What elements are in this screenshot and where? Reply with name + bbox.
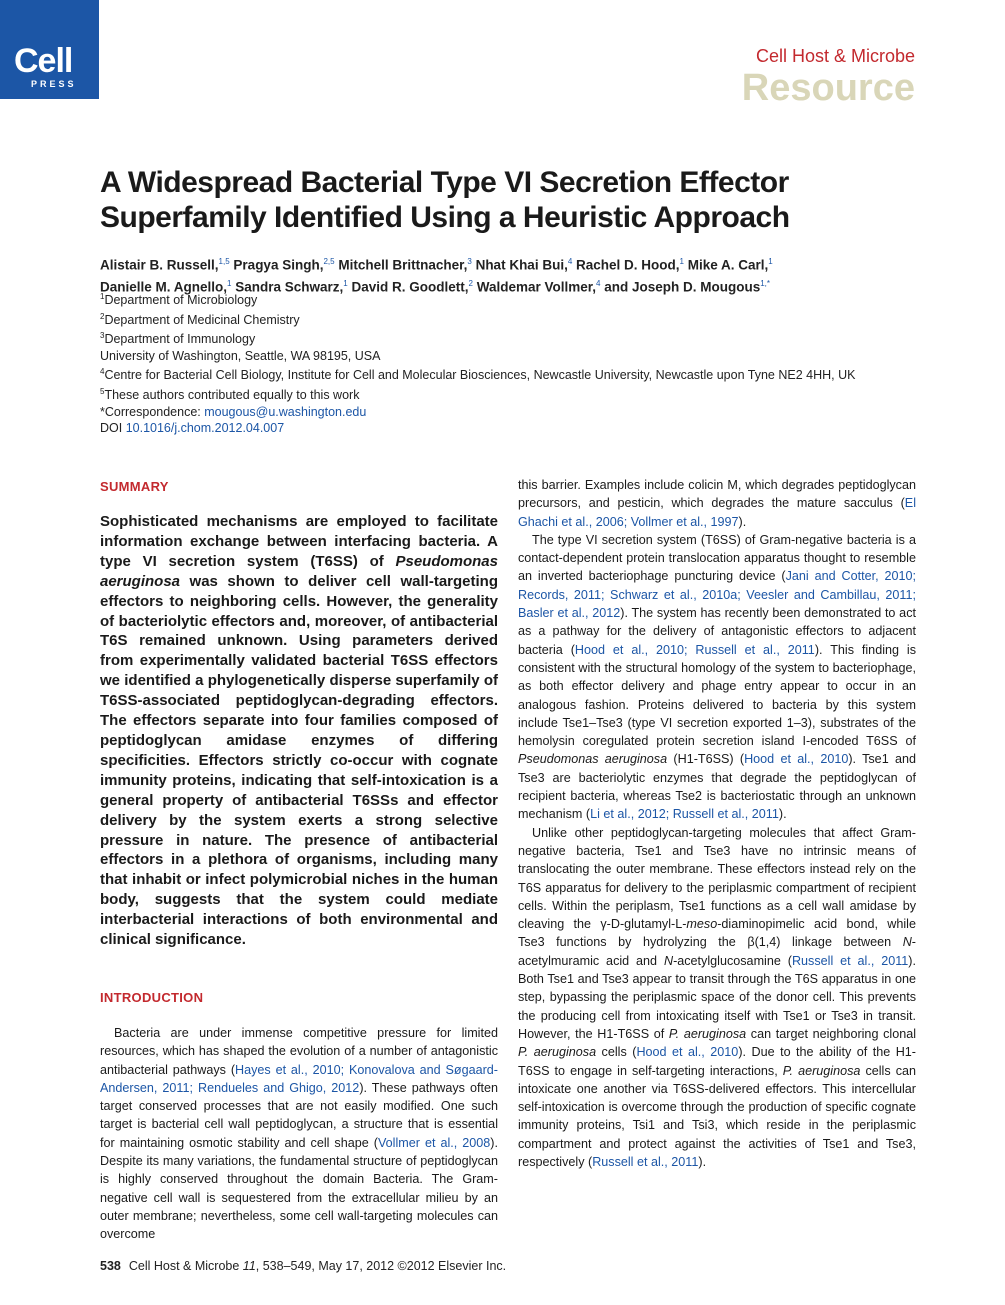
title-line-2: Superfamily Identified Using a Heuristic Approach (100, 201, 790, 234)
italic-term: meso (686, 917, 718, 932)
doi-label: DOI (100, 421, 126, 436)
affiliation-item (100, 328, 930, 348)
citation-link[interactable]: Russell et al., 2011 (791, 953, 909, 968)
correspondence-email-link[interactable]: mougous@u.washington.edu (204, 404, 367, 419)
author-affil-mark: 1 (768, 257, 773, 266)
author-name: Alistair B. Russell, (100, 257, 219, 273)
author-name: Rachel D. Hood, (572, 257, 680, 273)
citation-link[interactable]: Hood et al., 2010; Russell et al., 2011 (574, 642, 815, 657)
intro-right-column (518, 476, 916, 1171)
species-name: Pseudomonas aeruginosa (100, 552, 498, 590)
italic-term: Pseudomonas aeruginosa (518, 752, 668, 767)
author-name: Sandra Schwarz, (231, 279, 344, 294)
affiliation-mark: 1 (100, 292, 105, 301)
affiliation-item (100, 364, 930, 384)
affiliation-text: Department of Microbiology (104, 293, 258, 308)
author-name: and Joseph D. Mougous (600, 279, 761, 294)
intro-paragraph-1: Bacteria are under immense competitive pressure for limited resources, which has shaped the evolution of a number of antagonistic antibacterial pathways (Hayes et al., 2010; Konovalova and Søgaard-Andersen, 2011; Rendueles and Ghigo, 2012). These pathways often target conserved processes that are not easily modified. One such target is bacterial cell wall peptidoglycan, a structure that is essential for maintaining osmotic stability and cell shape (Vollmer et al., 2008). Despite its many variations, the fundamental structure of peptidoglycan is highly conserved throughout the domain Bacteria. The Gram-negative cell wall is sequestered from the extracellular milieu by an outer membrane; nevertheless, some cell wall-targeting molecules can overcome (100, 1026, 498, 1242)
intro-paragraph-3: Unlike other peptidoglycan-targeting molecules that affect Gram-negative bacteria, Tse1 and Tse3 have no intrinsic means of translocating the outer membrane. These effectors instead rely on the T6S apparatus for delivery to the periplasmic compartment of recipient cells. Within the periplasm, Tse1 functions as a cell wall amidase by cleaving the γ-D-glutamyl-L-meso-diaminopimelic acid bond, while Tse3 functions by hydrolyzing the β(1,4) linkage between N-acetylmuramic acid and N-acetylglucosamine (Russell et al., 2011). Both Tse1 and Tse3 appear to transit through the T6S apparatus in one step, bypassing the periplasmic space of the donor cell. This prevents the producing cell from intoxicating itself with Tse1 or Tse3 in transit. However, the H1-T6SS of P. aeruginosa can target neighboring clonal P. aeruginosa cells (Hood et al., 2010). Due to the ability of the H1-T6SS to engage in self-targeting interactions, P. aeruginosa cells can intoxicate one another via T6SS-delivered effectors. This intercellular self-intoxication is overcome through the production of specific cognate immunity proteins, Tsi1 and Tsi3, which reside in the periplasmic compartment and protect against the activities of Tse1 and Tse3, respectively (Russell et al., 2011). (518, 825, 917, 1169)
author-affil-mark: 4 (567, 257, 573, 266)
affiliation-text: These authors contributed equally to this work (104, 388, 360, 403)
italic-term: N (902, 935, 912, 950)
author-name: David R. Goodlett, (347, 279, 469, 294)
author-affil-mark: 3 (467, 257, 472, 266)
article-type: Resource (741, 67, 915, 109)
page-number: 538 (100, 1259, 121, 1273)
italic-term: P. aeruginosa (668, 1026, 747, 1041)
author-affil-mark: 1 (227, 278, 232, 288)
affiliation-mark: 2 (100, 311, 105, 321)
author-name: Waldemar Vollmer, (472, 279, 596, 294)
affiliation-item (100, 384, 930, 404)
author-affil-mark: 1 (679, 257, 684, 266)
author-line-1 (100, 253, 930, 275)
italic-term: N (663, 953, 674, 968)
logo-press-text: PRESS (31, 79, 77, 89)
correspondence (100, 404, 930, 421)
citation-link[interactable]: El Ghachi et al., 2006; Vollmer et al., 1997 (518, 496, 916, 529)
citation-link[interactable]: Hayes et al., 2010; Konovalova and Søgaard-Andersen, 2011; Rendueles and Ghigo, 2012 (100, 1062, 498, 1095)
doi (100, 420, 930, 437)
footer-journal: Cell Host & Microbe (128, 1259, 243, 1273)
correspondence-label: *Correspondence: (100, 404, 205, 419)
cell-press-logo (0, 0, 99, 99)
citation-link[interactable]: Jani and Cotter, 2010; Records, 2011; Schwarz et al., 2010a; Veesler and Cambillau, 2011; Basler et al., 2012 (518, 569, 916, 621)
footer-volume: 11 (242, 1259, 256, 1273)
citation-link[interactable]: Vollmer et al., 2008 (377, 1135, 491, 1150)
author-name: Nhat Khai Bui, (471, 257, 568, 273)
author-affil-mark: 4 (596, 278, 601, 288)
citation-link[interactable]: Russell et al., 2011 (592, 1154, 699, 1169)
author-affil-mark: 1,* (760, 278, 771, 288)
italic-term: P. aeruginosa (782, 1063, 861, 1078)
introduction-heading: INTRODUCTION (100, 990, 204, 1005)
intro-paragraph-1-cont: this barrier. Examples include colicin M, which degrades peptidoglycan precursors, and pesticin, which degrades the mature sacculus (El Ghachi et al., 2006; Vollmer et al., 1997). (518, 478, 916, 529)
citation-link[interactable]: Hood et al., 2010 (636, 1045, 739, 1060)
author-affil-mark: 1 (343, 278, 348, 288)
author-name: Pragya Singh, (229, 257, 324, 273)
journal-header (742, 46, 915, 108)
citation-link[interactable]: Hood et al., 2010 (744, 752, 849, 767)
affiliation-mark: 3 (100, 331, 105, 341)
journal-name: Cell Host & Microbe (755, 46, 915, 66)
doi-link[interactable]: 10.1016/j.chom.2012.04.007 (125, 421, 285, 436)
intro-left-column (100, 1024, 498, 1244)
author-name: Danielle M. Agnello, (100, 279, 228, 294)
title-line-1: A Widespread Bacterial Type VI Secretion Effector (100, 166, 789, 199)
intro-paragraph-2: The type VI secretion system (T6SS) of Gram-negative bacteria is a contact-dependent protein translocation apparatus thought to resemble an inverted bacteriophage puncturing device (Jani and Cotter, 2010; Records, 2011; Schwarz et al., 2010a; Veesler and Cambillau, 2011; Basler et al., 2012). The system has recently been demonstrated to act as a pathway for the delivery of antagonistic effectors to adjacent bacteria (Hood et al., 2010; Russell et al., 2011). This finding is consistent with the structural homology of the system to bacteriophage, as both effector delivery and phage entry appear to occur in an analogous fashion. Proteins delivered to bacteria by this system include Tse1–Tse3 (type VI secretion exported 1–3), substrates of the hemolysin coregulated protein secretion island I-encoded T6SS of Pseudomonas aeruginosa (H1-T6SS) (Hood et al., 2010). Tse1 and Tse3 are bacteriolytic enzymes that degrade the peptidoglycan of recipient bacteria, whereas Tse2 is bacteriostatic through an unknown mechanism (Li et al., 2012; Russell et al., 2011). (518, 532, 916, 822)
article-title (100, 165, 920, 235)
affiliation-text: Department of Immunology (104, 332, 256, 347)
summary-text: Sophisticated mechanisms are employed to facilitate information exchange between interfacing bacteria. A type VI secretion system (T6SS) of Pseudomonas aeruginosa was shown to deliver cell wall-targeting effectors to neighboring cells. However, the generality of bacteriolytic effectors and, moreover, of antibacterial T6S remained unknown. Using parameters derived from experimentally validated bacterial T6SS effectors we identified a phylogenetically disperse superfamily of T6SS-associated peptidoglycan-degrading effectors. The effectors separate into four families composed of peptidoglycan amidase enzymes of differing specificities. Effectors strictly co-occur with cognate immunity proteins, indicating that self-intoxication is a general property of antibacterial T6SSs and effector delivery by the system exerts a strong selective pressure in nature. The presence of antibacterial effectors in a plethora of organisms, including many that inhabit or infect polymicrobial niches in the human body, suggests that the system could mediate interbacterial interactions of both environmental and clinical significance. (100, 513, 498, 949)
affiliation-mark: 4 (100, 367, 105, 377)
affiliations (100, 289, 930, 437)
author-name: Mitchell Brittnacher, (334, 257, 468, 273)
affiliation-text: Centre for Bacterial Cell Biology, Institute for Cell and Molecular Biosciences, Newcastle University, Newcastle upon Tyne NE2 4HH, UK (104, 368, 856, 383)
affiliation-item (100, 309, 930, 329)
affiliation-mark: 5 (100, 387, 105, 397)
affiliation-list (100, 289, 930, 404)
affiliation-text: Department of Medicinal Chemistry (104, 312, 300, 327)
page-footer (100, 1259, 506, 1273)
author-affil-mark: 1,5 (218, 257, 230, 266)
affiliation-text: University of Washington, Seattle, WA 98195, USA (100, 348, 381, 363)
author-affil-mark: 2 (468, 278, 473, 288)
author-affil-mark: 2,5 (323, 257, 335, 266)
affiliation-item (100, 348, 930, 365)
italic-term: P. aeruginosa (518, 1045, 597, 1060)
citation-link[interactable]: Li et al., 2012; Russell et al., 2011 (590, 807, 779, 822)
affiliation-item (100, 289, 930, 309)
footer-citation: , 538–549, May 17, 2012 ©2012 Elsevier Inc. (255, 1259, 507, 1273)
logo-cell-text: Cell (14, 42, 73, 80)
author-name: Mike A. Carl, (684, 257, 769, 273)
summary-heading: SUMMARY (100, 479, 169, 494)
